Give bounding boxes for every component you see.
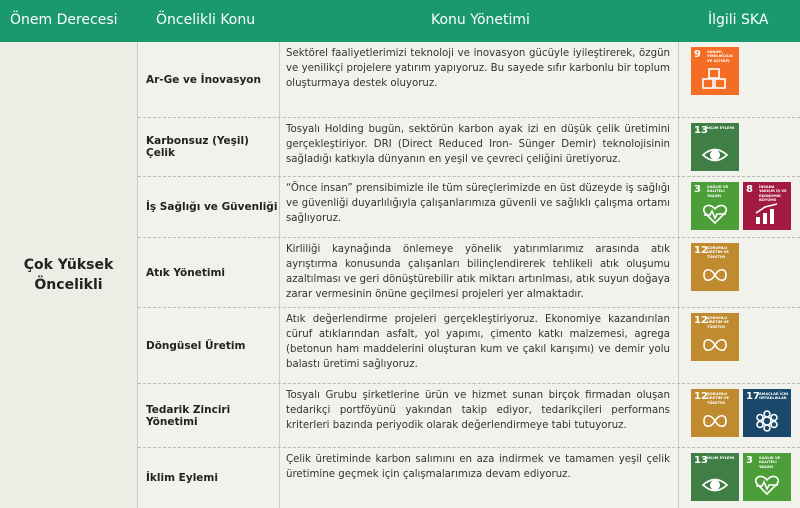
sdg-cell — [678, 448, 800, 508]
priority-topic: İklim Eylemi — [138, 448, 280, 508]
sdg-12-badge — [691, 313, 739, 361]
topic-management-text: Atık değerlendirme projeleri gerçekleştiriyoruz. Ekonomiye kazandırılan cüruf atıklarından asfalt, yol yapımı, çimento katkı malzemesi, agrega (betonun ham maddelerini oluşturan kum ve çakıl karışımı) ve demir yolu balastı üretimi sağlıyoruz. — [286, 314, 670, 370]
sdg-label: SORUMLU ÜRETIM VE TÜKETIM — [707, 316, 729, 329]
table-row — [138, 307, 800, 383]
header-priority-topic: Öncelikli Konu — [156, 12, 256, 28]
sdg-label: SORUMLU ÜRETIM VE TÜKETIM — [707, 392, 729, 405]
sdg-number: 8 — [746, 184, 753, 195]
sdg-label: SORUMLU ÜRETIM VE TÜKETIM — [707, 246, 729, 259]
sdg-number: 3 — [694, 184, 701, 195]
table-row — [138, 42, 800, 117]
priority-topic: Tedarik Zinciri Yönetimi — [138, 384, 280, 447]
sdg-number: 12 — [694, 315, 708, 326]
sdg-label: SANAYI, YENILIKÇILIK VE ALTYAPI — [707, 50, 734, 63]
priority-topic: Atık Yönetimi — [138, 238, 280, 307]
topic-rows — [138, 42, 800, 508]
sdg-cell — [678, 118, 800, 176]
sdg-number: 13 — [694, 455, 708, 466]
priority-topic: Döngüsel Üretim — [138, 308, 280, 383]
sdg-13-badge — [691, 123, 739, 171]
topic-management-text: Sektörel faaliyetlerimizi teknoloji ve inovasyon gücüyle iyileştirerek, özgün ve yenilikçi projelere yatırım yapıyoruz. Bu sayede sıfır karbonlu bir toplum oluşturmaya destek oluyoruz. — [286, 48, 670, 89]
sdg-label: İNSANA YAKIŞIR İŞ VE EKONOMIK BÜYÜME — [759, 185, 787, 203]
sdg-number: 12 — [694, 391, 708, 402]
table-row — [138, 447, 800, 508]
sdg-3-badge — [691, 182, 739, 230]
topic-management-text: Tosyalı Holding bugün, sektörün karbon ayak izi en düşük çelik üretimini gerçekleştiriyor. DRI (Direct Reduced Iron- Sünger Demir) teknolojisinin sağladığı katkıyla dünyanın en yeşil ve çevreci çeliğini üretiyoruz. — [286, 124, 670, 165]
priority-table — [0, 42, 800, 508]
header-related-sdg: İlgili SKA — [708, 12, 769, 28]
table-row — [138, 176, 800, 237]
header-topic-management: Konu Yönetimi — [431, 12, 530, 28]
sdg-17-badge — [743, 389, 791, 437]
sdg-cell — [678, 177, 800, 237]
sdg-13-badge — [691, 453, 739, 501]
header-importance-level: Önem Derecesi — [10, 12, 118, 28]
importance-level-label: Çok Yüksek Öncelikli — [23, 257, 114, 293]
sdg-label: AMAÇLAR İÇIN ORTAKLIKLAR — [759, 392, 789, 401]
sdg-number: 13 — [694, 125, 708, 136]
sdg-label: SAĞLIK VE KALITELI YAŞAM — [759, 456, 781, 469]
table-header — [0, 0, 800, 42]
table-row — [138, 117, 800, 176]
sdg-label: İKLIM EYLEMI — [707, 456, 735, 460]
priority-topic: İş Sağlığı ve Güvenliği — [138, 177, 280, 237]
topic-management-text: Tosyalı Grubu şirketlerine ürün ve hizmet sunan birçok firmadan oluşan tedarikçi portföyünü yakından takip ediyor, tedarikçileri performans kriterleri bazında periyodik olarak değerlendirmeye tabi tutuyoruz. — [286, 390, 670, 431]
topic-management-text: “Önce insan” prensibimizle ile tüm süreçlerimizde en üst düzeyde iş sağlığı ve güvenliği duyarlılığıyla çalışanlarımıza güvenli ve sağlıklı çalışma ortamı sağlıyoruz. — [286, 183, 670, 224]
sdg-9-badge — [691, 47, 739, 95]
sdg-number: 3 — [746, 455, 753, 466]
sdg-12-badge — [691, 389, 739, 437]
sdg-label: İKLIM EYLEMI — [707, 126, 735, 130]
sdg-cell — [678, 308, 800, 383]
table-row — [138, 383, 800, 447]
sdg-3-badge — [743, 453, 791, 501]
sdg-number: 12 — [694, 245, 708, 256]
sdg-cell — [678, 384, 800, 447]
priority-topic: Karbonsuz (Yeşil) Çelik — [138, 118, 280, 176]
sdg-number: 9 — [694, 49, 701, 60]
sdg-8-badge — [743, 182, 791, 230]
topic-management-text: Çelik üretiminde karbon salımını en aza indirmek ve tamamen yeşil çelik üretimine geçmek için çalışmalarımıza devam ediyoruz. — [286, 454, 670, 480]
topic-management-text: Kirliliği kaynağında önlemeye yönelik yatırımlarımız arasında atık ayrıştırma konusunda çalışanları bilinçlendirerek tehlikeli atık oluşumu azaltılması ve geri dönüştürebilir atık miktarı artırılması, atık suyun doğaya zarar vermesinin önüne geçilmesi projeleri yer almaktadır. — [286, 244, 670, 300]
sdg-cell — [678, 42, 800, 117]
sdg-number: 17 — [746, 391, 760, 402]
sdg-cell — [678, 238, 800, 307]
table-row — [138, 237, 800, 307]
importance-level-cell — [0, 42, 138, 508]
sdg-12-badge — [691, 243, 739, 291]
priority-topic: Ar-Ge ve İnovasyon — [138, 42, 280, 117]
sdg-label: SAĞLIK VE KALITELI YAŞAM — [707, 185, 729, 198]
